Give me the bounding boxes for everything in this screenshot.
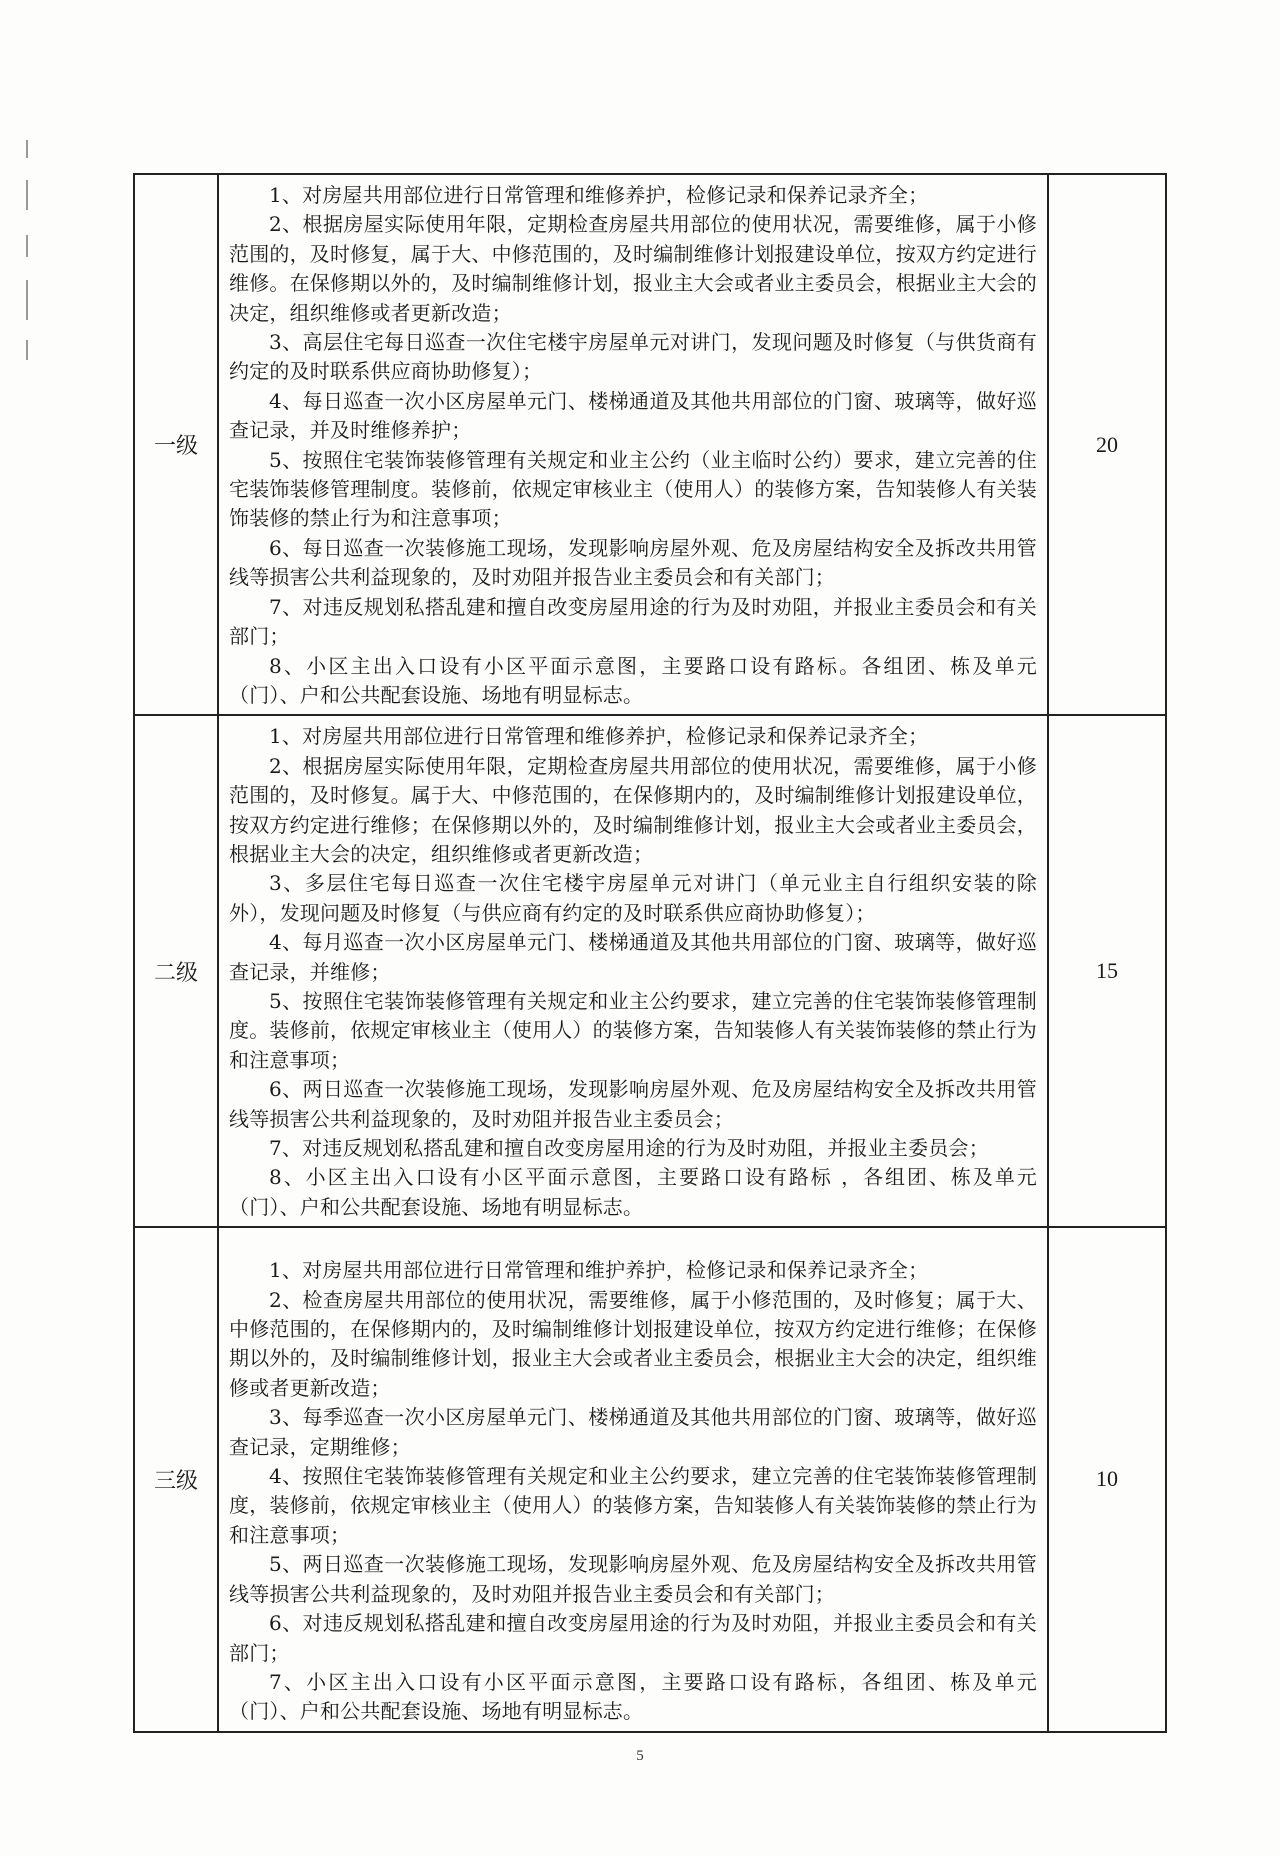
- requirement-item: 2、根据房屋实际使用年限，定期检查房屋共用部位的使用状况，需要维修，属于小修范围的，及时修复，属于大、中修范围的，及时编制维修计划报建设单位，按双方约定进行维修。在保修期以外的，及时编制维修计划，报业主大会或者业主委员会，根据业主大会的决定，组织维修或者更新改造；: [229, 212, 1037, 325]
- requirement-item: 3、每季巡查一次小区房屋单元门、楼梯通道及其他共用部位的门窗、玻璃等，做好巡查记录，定期维修；: [229, 1405, 1037, 1459]
- requirements-cell: [218, 715, 1048, 1227]
- requirement-item: 5、按照住宅装饰装修管理有关规定和业主公约（业主临时公约）要求，建立完善的住宅装饰装修管理制度。装修前，依规定审核业主（使用人）的装修方案，告知装修人有关装饰装修的禁止行为和注意事项；: [229, 447, 1037, 531]
- requirement-item: 7、对违反规划私搭乱建和擅自改变房屋用途的行为及时劝阻，并报业主委员会和有关部门；: [229, 594, 1037, 649]
- requirement-item: 2、根据房屋实际使用年限，定期检查房屋共用部位的使用状况，需要维修，属于小修范围的，及时修复。属于大、中修范围的，在保修期内的，及时编制维修计划报建设单位，按双方约定进行维修；在保修期以外的，及时编制维修计划，报业主大会或者业主委员会，根据业主大会的决定，组织维修或者更新改造；: [229, 753, 1037, 866]
- requirement-item: 4、每月巡查一次小区房屋单元门、楼梯通道及其他共用部位的门窗、玻璃等，做好巡查记录，并维修；: [229, 930, 1037, 984]
- requirement-item: 7、小区主出入口设有小区平面示意图，主要路口设有路标，各组团、栋及单元（门）、户和公共配套设施、场地有明显标志。: [229, 1669, 1037, 1724]
- requirement-item: 8、小区主出入口设有小区平面示意图，主要路口设有路标 ，各组团、栋及单元（门）、户和公共配套设施、场地有明显标志。: [229, 1165, 1037, 1219]
- requirement-item: 5、按照住宅装饰装修管理有关规定和业主公约要求，建立完善的住宅装饰装修管理制度。装修前，依规定审核业主（使用人）的装修方案，告知装修人有关装饰装修的禁止行为和注意事项；: [229, 988, 1037, 1072]
- service-standard-table: [133, 173, 1167, 1733]
- requirements-cell: [218, 1227, 1048, 1732]
- score-cell: 10: [1048, 1227, 1166, 1732]
- page-number: 5: [636, 1748, 644, 1764]
- requirement-item: 3、多层住宅每日巡查一次住宅楼宇房屋单元对讲门（单元业主自行组织安装的除外），发现问题及时修复（与供应商有约定的及时联系供应商协助修复）；: [229, 871, 1037, 925]
- grade-cell: 一级: [134, 174, 218, 715]
- requirement-item: 1、对房屋共用部位进行日常管理和维护养护，检修记录和保养记录齐全；: [269, 1258, 929, 1283]
- table-row-grade-3: [134, 1227, 1166, 1732]
- requirement-item: 6、对违反规划私搭乱建和擅自改变房屋用途的行为及时劝阻，并报业主委员会和有关部门；: [229, 1611, 1037, 1665]
- table-row-grade-2: [134, 715, 1166, 1227]
- requirement-item: 5、两日巡查一次装修施工现场，发现影响房屋外观、危及房屋结构安全及拆改共用管线等损害公共利益现象的，及时劝阻并报告业主委员会和有关部门；: [229, 1552, 1037, 1606]
- requirement-item: 2、检查房屋共用部位的使用状况，需要维修，属于小修范围的，及时修复；属于大、中修范围的，在保修期内的，及时编制维修计划报建设单位，按双方约定进行维修；在保修期以外的，及时编制维修计划，报业主大会或者业主委员会，根据业主大会的决定，组织维修或者更新改造；: [229, 1287, 1037, 1400]
- score-cell: 15: [1048, 715, 1166, 1227]
- table-row-grade-1: [134, 174, 1166, 715]
- requirements-cell: [218, 174, 1048, 715]
- grade-cell: 二级: [134, 715, 218, 1227]
- requirement-item: 6、两日巡查一次装修施工现场，发现影响房屋外观、危及房屋结构安全及拆改共用管线等损害公共利益现象的，及时劝阻并报告业主委员会；: [229, 1077, 1037, 1131]
- requirement-item: 6、每日巡查一次装修施工现场，发现影响房屋外观、危及房屋结构安全及拆改共用管线等损害公共利益现象的，及时劝阻并报告业主委员会和有关部门；: [229, 535, 1037, 590]
- requirement-item: 1、对房屋共用部位进行日常管理和维修养护，检修记录和保养记录齐全；: [269, 724, 929, 749]
- binding-marks: [26, 140, 28, 370]
- requirement-item: 8、小区主出入口设有小区平面示意图，主要路口设有路标。各组团、栋及单元（门）、户和公共配套设施、场地有明显标志。: [229, 653, 1037, 707]
- requirement-item: 1、对房屋共用部位进行日常管理和维修养护，检修记录和保养记录齐全；: [269, 183, 929, 207]
- grade-cell: 三级: [134, 1227, 218, 1732]
- score-cell: 20: [1048, 174, 1166, 715]
- requirement-item: 4、按照住宅装饰装修管理有关规定和业主公约要求，建立完善的住宅装饰装修管理制度，装修前，依规定审核业主（使用人）的装修方案，告知装修人有关装饰装修的禁止行为和注意事项；: [229, 1464, 1037, 1547]
- requirement-item: 3、高层住宅每日巡查一次住宅楼宇房屋单元对讲门，发现问题及时修复（与供货商有约定的及时联系供应商协助修复）；: [229, 330, 1037, 384]
- requirement-item: 4、每日巡查一次小区房屋单元门、楼梯通道及其他共用部位的门窗、玻璃等，做好巡查记录，并及时维修养护；: [229, 388, 1037, 443]
- requirement-item: 7、对违反规划私搭乱建和擅自改变房屋用途的行为及时劝阻，并报业主委员会；: [269, 1136, 989, 1160]
